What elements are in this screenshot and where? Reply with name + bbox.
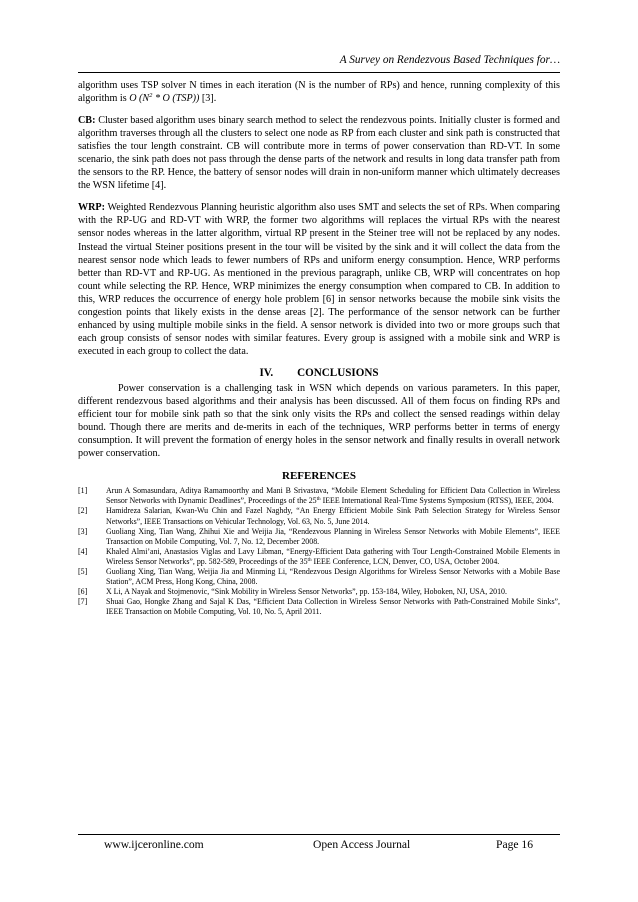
reference-text: Shuai Gao, Hongke Zhang and Sajal K Das, “Efficient Data Collection in Wireless Sensor Networks with Path-Constrained Mobile Sinks”, IEEE Transaction on Mobile Computing, Vol. 10, No. 5, April 2011. [106,597,560,617]
reference-superscript: th [316,496,321,503]
cb-label: CB: [78,115,96,127]
section-number: IV. [259,366,274,379]
reference-number: [7] [78,597,88,607]
reference-superscript: th [307,556,312,563]
reference-item [78,506,560,526]
citation: [3]. [199,93,217,105]
reference-text: Guoliang Xing, Tian Wang, Weijia Jia and Minming Li, “Rendezvous Design Algorithms for Wireless Sensor Networks with a Mobile Base Station”, ACM Press, Hong Kong, China, 2008. [106,566,560,587]
formula-part: O (N [129,93,150,105]
section-heading-conclusions [78,367,560,380]
reference-text: Hamidreza Salarian, Kwan-Wu Chin and Fazel Naghdy, “An Energy Efficient Mobile Sink Path Selection Strategy for Wireless Sensor Networks”, IEEE Transactions on Vehicular Technology, Vol. 63, No. 5, June 2014. [106,506,560,526]
reference-text: IEEE International Real-Time Systems Symposium (RTSS), IEEE, 2004. [320,496,554,506]
paragraph-conclusions: Power conservation is a challenging task in WSN which depends on various parameters. In this paper, different rendezvous based algorithms and their analysis has been discussed. All of them focus on finding RPs and efficient tour for mobile sink path so that the sink only visits the RPs and collect the sensed readings within delay bound. Though there are merits and de-merits in each of the techniques, WRP performs better in terms of energy consumption. It will prevent the formation of energy holes in the sensor network and finally results in overall network power conservation. [78,382,560,460]
reference-item [78,567,560,587]
footer-divider [78,834,560,835]
complexity-formula [129,93,199,104]
reference-item [78,547,560,567]
reference-number: [6] [78,587,88,597]
reference-item [78,486,560,506]
section-title: CONCLUSIONS [297,366,379,379]
reference-number: [2] [78,506,88,516]
footer-website: www.ijceronline.com [104,838,204,851]
reference-item [78,597,560,617]
paragraph-cb [78,114,560,192]
reference-number: [3] [78,526,88,536]
paragraph-complexity [78,79,560,105]
wrp-text: Weighted Rendezvous Planning heuristic algorithm also uses SMT and selects the set of RPs. When comparing with the RP-UG and RD-VT with WRP, the former two algorithms will replaces the virtual RPs with the nearest sensor nodes whereas in the latter algorithm, virtual RP present in the Steiner tree will not be replaced by any nodes. Instead the virtual Steiner positions present in the tour will be visited by the sink and it will collect the data from the nearest sensor node which leads to fewer numbers of RPs and uniform energy consumption. Hence, WRP performs better than RD-VT and RP-UG. As mentioned in the previous paragraph, unlike CB, WRP will concentrates on hop count while selecting the RP. Hence, WRP minimizes the energy consumption when compared to CB. In addition to this, WRP reduces the occurrence of energy hole problem [6] in sensor networks because the mobile sink visits the congestion points that likely exists in the dense areas [2]. The performance of the sensor network can be further enhanced by using multiple mobile sinks in the field. A sensor network is divided into two or more groups such that each group consists of sensor nodes with similar features. Every group is assigned with a mobile sink and WRP is executed in each group to collect the data. [78,202,560,357]
page-footer [78,838,560,854]
reference-text: Khaled Almi’ani, Anastasios Viglas and Lavy Libman, “Energy-Efficient Data gathering with Tour Length-Constrained Mobile Elements in Wireless Sensor Networks”, pp. 582-589, Proceedings of the 35 [106,546,560,566]
reference-text: X Li, A Nayak and Stojmenovic, “Sink Mobility in Wireless Sensor Networks”, pp. 153-184, Wiley, Hoboken, NJ, USA, 2010. [106,587,507,597]
paragraph-text: algorithm uses TSP solver N times in each iteration (N is the number of RPs) and hence, running complexity of this algorithm is [78,80,560,105]
reference-number: [4] [78,546,88,556]
formula-part: * O (TSP)) [152,93,200,105]
paragraph-wrp [78,201,560,358]
page-body [78,79,560,617]
reference-list [78,486,560,617]
wrp-label: WRP: [78,202,105,214]
footer-journal: Open Access Journal [313,838,411,851]
running-header [78,44,560,73]
reference-text: IEEE Conference, LCN, Denver, CO, USA, October 2004. [311,556,500,566]
running-title: A Survey on Rendezvous Based Techniques for… [339,54,560,66]
reference-item [78,527,560,547]
references-heading: REFERENCES [282,470,356,483]
formula-exponent: 2 [149,92,153,100]
reference-item [78,587,560,597]
reference-number: [5] [78,566,88,576]
reference-number: [1] [78,486,88,496]
reference-text: Arun A Somasundara, Aditya Ramamoorthy and Mani B Srivastava, “Mobile Element Scheduling for Efficient Data Collection in Wireless Sensor Networks with Dynamic Deadlines”, Proceedings of the 25 [106,486,560,506]
reference-text: Guoliang Xing, Tian Wang, Zhihui Xie and Weijia Jia, “Rendezvous Planning in Wireless Sensor Networks with Mobile Elements”, IEEE Transaction on Mobile Computing, Vol. 7, No. 12, December 2008. [106,526,560,546]
footer-page-number: Page 16 [496,838,534,851]
cb-text: Cluster based algorithm uses binary search method to select the rendezvous points. Initially cluster is formed and algorithm traverses through all the clusters to select one node as RP from each cluster and sink path is constructed that satisfies the tour length constraint. CB will contribute more in terms of power conservation than RD-VT. In some scenario, the sink path does not pass through the dense parts of the network and results in long data transfer path from the sensors to the RP. Hence, the battery of sensor nodes will drain in non-uniform manner which ultimately decreases the WSN lifetime [4]. [78,115,560,192]
